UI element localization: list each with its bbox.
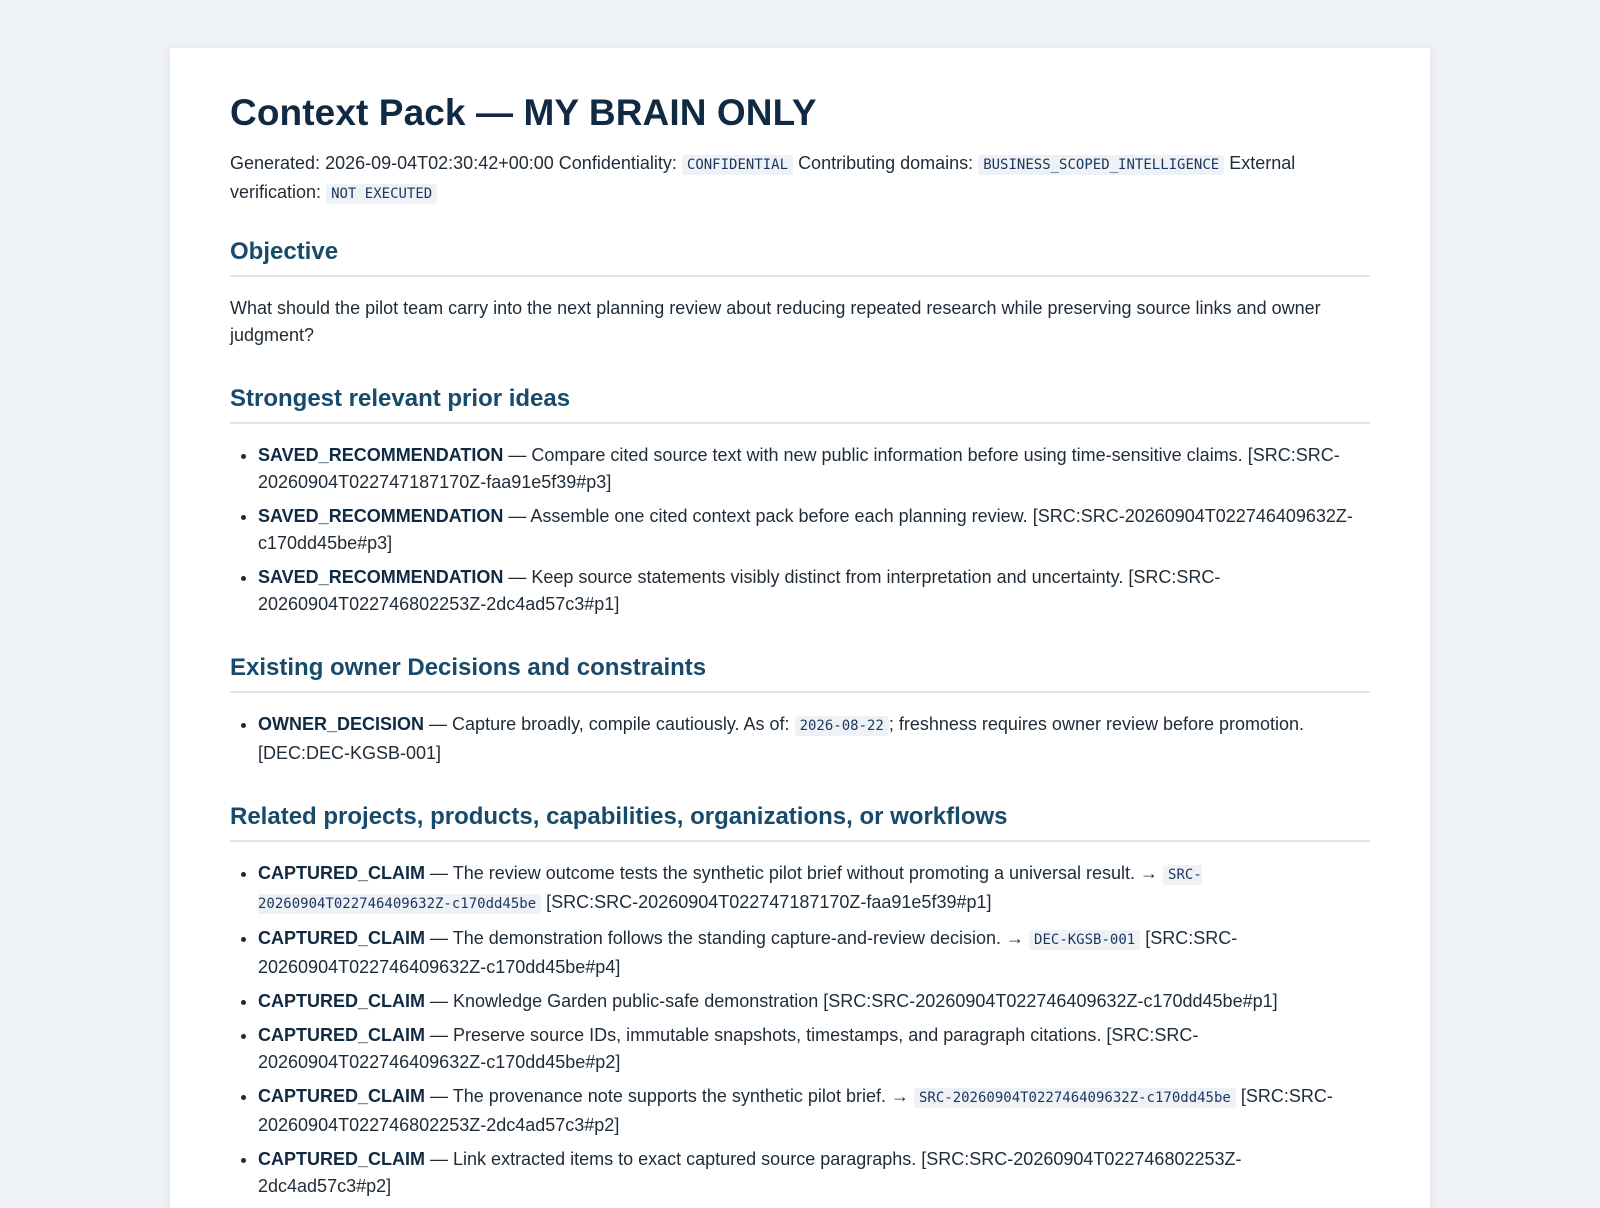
item-text: The demonstration follows the standing capture-and-review decision. →	[452, 928, 1025, 948]
item-text: The provenance note supports the synthetic pilot brief. →	[452, 1086, 909, 1106]
verification-label: External verification:	[230, 153, 1296, 202]
list-item: • SAVED_RECOMMENDATION — Assemble one cited context pack before each planning review. [SRC:SRC-20260904T022746409632Z-c170dd45be#p3]	[258, 503, 1370, 557]
list-item: • CAPTURED_CLAIM — Knowledge Garden public-safe demonstration [SRC:SRC-20260904T022746409632Z-c170dd45be#p1]	[258, 988, 1370, 1015]
item-kind: OWNER_DECISION	[258, 714, 425, 734]
item-citation: [SRC:SRC-20260904T022746802253Z-2dc4ad57c3#p2]	[258, 1086, 1333, 1135]
item-citation: [SRC:SRC-20260904T022746409632Z-c170dd45be#p3]	[258, 506, 1353, 553]
item-citation: [DEC:DEC-KGSB-001]	[258, 743, 442, 763]
item-citation: [SRC:SRC-20260904T022747187170Z-faa91e5f39#p3]	[258, 445, 1340, 492]
domains-badge: BUSINESS_SCOPED_INTELLIGENCE	[978, 155, 1224, 175]
decisions-section	[230, 654, 1370, 767]
confidentiality-badge: CONFIDENTIAL	[682, 155, 793, 175]
item-text: Assemble one cited context pack before each planning review.	[530, 506, 1028, 526]
item-text: Capture broadly, compile cautiously. As of:	[452, 714, 790, 734]
item-kind: SAVED_RECOMMENDATION	[258, 567, 504, 587]
context-pack-document	[170, 48, 1430, 1208]
item-kind: CAPTURED_CLAIM	[258, 1025, 426, 1045]
objective-heading: Objective	[230, 238, 1370, 277]
list-item: • CAPTURED_CLAIM — Link extracted items to exact captured source paragraphs. [SRC:SRC-20260904T022746802253Z-2dc4ad57c3#p2]	[258, 1146, 1370, 1200]
related-section	[230, 803, 1370, 1200]
item-citation: [SRC:SRC-20260904T022747187170Z-faa91e5f39#p1]	[546, 892, 992, 912]
generated-label: Generated:	[230, 153, 321, 173]
list-item: • SAVED_RECOMMENDATION — Compare cited source text with new public information before using time-sensitive claims. [SRC:SRC-20260904T022747187170Z-faa91e5f39#p3]	[258, 442, 1370, 496]
verification-badge: NOT EXECUTED	[326, 184, 437, 204]
confidentiality-label: Confidentiality:	[558, 153, 677, 173]
item-kind: SAVED_RECOMMENDATION	[258, 445, 504, 465]
decisions-heading: Existing owner Decisions and constraints	[230, 654, 1370, 693]
prior-ideas-section	[230, 385, 1370, 618]
item-citation: [SRC:SRC-20260904T022746409632Z-c170dd45be#p2]	[258, 1025, 1199, 1072]
item-text: Link extracted items to exact captured source paragraphs.	[453, 1149, 917, 1169]
item-citation: [SRC:SRC-20260904T022746409632Z-c170dd45be#p4]	[258, 928, 1238, 977]
item-kind: CAPTURED_CLAIM	[258, 863, 426, 883]
item-kind: CAPTURED_CLAIM	[258, 991, 426, 1011]
item-suffix: ; freshness requires owner review before promotion.	[888, 714, 1305, 734]
list-item: • SAVED_RECOMMENDATION — Keep source statements visibly distinct from interpretation and uncertainty. [SRC:SRC-20260904T022746802253Z-2dc4ad57c3#p1]	[258, 564, 1370, 618]
list-item: • CAPTURED_CLAIM — The demonstration follows the standing capture-and-review decision. → DEC-KGSB-001 [SRC:SRC-20260904T022746409632Z-c170dd45be#p4]	[258, 925, 1370, 981]
domains-label: Contributing domains:	[798, 153, 974, 173]
objective-section	[230, 238, 1370, 349]
item-ref-badge: SRC-20260904T022746409632Z-c170dd45be	[914, 1088, 1236, 1108]
item-citation: [SRC:SRC-20260904T022746802253Z-2dc4ad57c3#p1]	[258, 567, 1221, 614]
item-text: Compare cited source text with new public information before using time-sensitive claims.	[531, 445, 1243, 465]
metadata-line	[230, 150, 1370, 208]
list-item: • CAPTURED_CLAIM — The provenance note supports the synthetic pilot brief. → SRC-20260904T022746409632Z-c170dd45be [SRC:SRC-20260904T022746802253Z-2dc4ad57c3#p2]	[258, 1083, 1370, 1139]
decision-date-badge: 2026-08-22	[795, 716, 889, 736]
list-item: • CAPTURED_CLAIM — Preserve source IDs, immutable snapshots, timestamps, and paragraph citations. [SRC:SRC-20260904T022746409632Z-c170dd45be#p2]	[258, 1022, 1370, 1076]
item-citation: [SRC:SRC-20260904T022746409632Z-c170dd45be#p1]	[823, 991, 1278, 1011]
item-citation: [SRC:SRC-20260904T022746802253Z-2dc4ad57c3#p2]	[258, 1149, 1242, 1196]
item-kind: CAPTURED_CLAIM	[258, 1149, 426, 1169]
item-ref-badge: SRC-20260904T022746409632Z-c170dd45be	[258, 867, 1202, 912]
related-heading: Related projects, products, capabilities, organizations, or workflows	[230, 803, 1370, 842]
item-kind: SAVED_RECOMMENDATION	[258, 506, 504, 526]
page-title: Context Pack — MY BRAIN ONLY	[230, 92, 817, 133]
item-kind: CAPTURED_CLAIM	[258, 1086, 426, 1106]
related-list	[230, 860, 1370, 1200]
decisions-list	[230, 711, 1370, 767]
item-text: Knowledge Garden public-safe demonstration	[453, 991, 819, 1011]
prior-ideas-list	[230, 442, 1370, 618]
item-kind: CAPTURED_CLAIM	[258, 928, 426, 948]
generated-value: 2026-09-04T02:30:42+00:00	[325, 153, 554, 173]
prior-ideas-heading: Strongest relevant prior ideas	[230, 385, 1370, 424]
objective-text: What should the pilot team carry into the next planning review about reducing repeated research while preserving source links and owner judgment?	[230, 298, 1321, 345]
item-text: The review outcome tests the synthetic pilot brief without promoting a universal result. →	[452, 863, 1159, 883]
item-text: Preserve source IDs, immutable snapshots, timestamps, and paragraph citations.	[453, 1025, 1102, 1045]
item-ref-badge: DEC-KGSB-001	[1029, 930, 1140, 950]
item-text: Keep source statements visibly distinct from interpretation and uncertainty.	[531, 567, 1124, 587]
list-item: • OWNER_DECISION — Capture broadly, compile cautiously. As of: 2026-08-22 ; freshness requires owner review before promotion. [DEC:DEC-KGSB-001]	[258, 711, 1370, 767]
list-item: • CAPTURED_CLAIM — The review outcome tests the synthetic pilot brief without promoting a universal result. → SRC-20260904T022746409632Z-c170dd45be [SRC:SRC-20260904T022747187170Z-faa91e5f39#p1]	[258, 860, 1370, 918]
